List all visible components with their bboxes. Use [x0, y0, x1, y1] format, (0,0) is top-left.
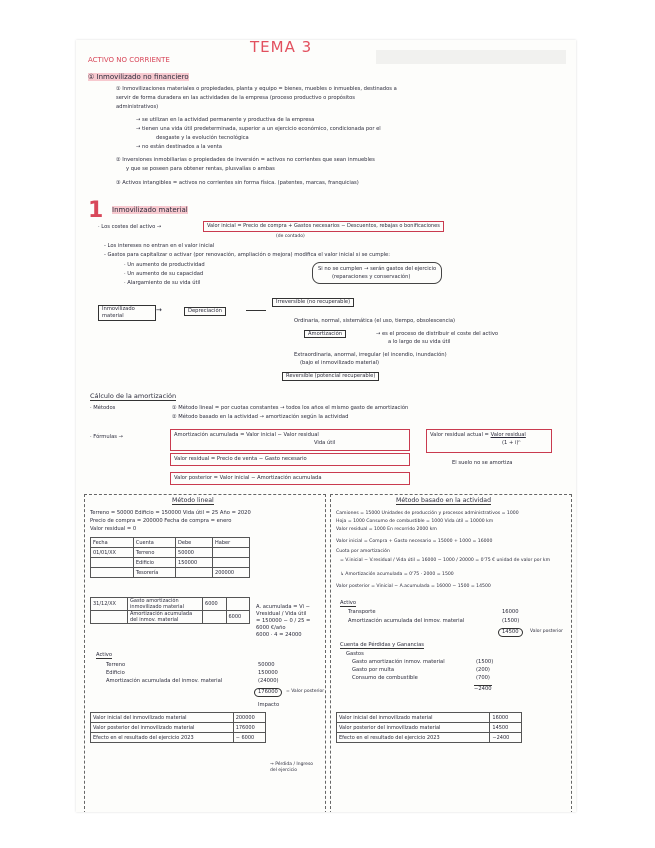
- left-activo-label: Activo: [96, 652, 113, 658]
- table-cell: 14500: [490, 723, 522, 733]
- left-total: 176000: [254, 688, 282, 697]
- diagram-extraordinaria: Extraordinaria, anormal, irregular (el incendio, inundación): [294, 352, 447, 358]
- formula-valor-residual-actual: Valor residual actual = Valor residual (1 + i)ⁿ: [426, 429, 552, 453]
- right-activo-label: Activo: [340, 600, 357, 606]
- intro-arrow-3: → no están destinados a la venta: [136, 144, 222, 150]
- formula-valor-posterior: Valor posterior = Valor inicial − Amortización acumulada: [170, 472, 410, 485]
- formula-valor-residual: Valor residual = Precio de venta − Gasto necesario: [170, 453, 410, 466]
- section-heading: ACTIVO NO CORRIENTE: [88, 56, 170, 64]
- page-title: TEMA 3: [250, 40, 313, 56]
- left-data-2: Precio de compra = 200000 Fecha de compra = enero: [90, 518, 232, 524]
- diagram-reversible: Reversible (potencial recuperable): [282, 372, 379, 381]
- diagram-ordinaria: Ordinaria, normal, sistemática (el uso, tiempo, obsolescencia): [294, 318, 456, 324]
- right-gasto-1-val: (1500): [476, 659, 494, 665]
- right-line-6: = V.inicial − V.residual / Vida útil = 16000 − 1000 / 20000 = 0'75 € unidad de valor por km: [340, 558, 551, 563]
- left-data-1: Terreno = 50000 Edificio = 150000 Vida útil = 25 Año = 2020: [90, 510, 251, 516]
- right-activo-1-val: 16000: [502, 609, 519, 615]
- subheading-inmovilizado: ① Inmovilizado no financiero: [88, 73, 189, 81]
- col-header: Cuenta: [133, 538, 175, 548]
- right-gastos-label: Gastos: [346, 651, 364, 657]
- table-cell: 200000: [233, 713, 265, 723]
- table-cell: 50000: [176, 548, 213, 558]
- right-gasto-3: Consumo de combustible: [352, 675, 418, 681]
- table-cell: [91, 558, 134, 568]
- right-line-7: ↳ Amortización acumulada = 0'75 · 2000 = 1500: [340, 572, 454, 577]
- arrow-icon: →: [156, 306, 162, 314]
- table-cell: [203, 611, 226, 624]
- table-cell: 6000: [226, 611, 250, 624]
- table-cell: Efecto en el resultado del ejercicio 2023: [337, 733, 490, 743]
- right-pyg-label: Cuenta de Pérdidas y Ganancias: [340, 642, 424, 648]
- left-total-note: = Valor posterior: [286, 689, 325, 694]
- table-cell: Valor posterior del inmovilizado material: [91, 723, 234, 733]
- suelo-note: El suelo no se amortiza: [452, 460, 513, 466]
- table-cell: 31/12/XX: [91, 598, 128, 611]
- table-cell: 150000: [176, 558, 213, 568]
- right-line-2: Hoja = 1000 Consumo de combustible = 1000 Vida útil = 10000 km: [336, 519, 494, 524]
- right-line-4: Valor inicial = Compra + Gasto necesario = 15000 + 1000 = 16000: [336, 539, 493, 544]
- connector-line: [246, 310, 266, 311]
- gastos-note-bubble: Si no se cumplen → serán gastos del ejercicio (reparaciones y conservación): [312, 262, 442, 284]
- calc-title: Cálculo de la amortización: [90, 392, 177, 400]
- table-cell: Amortización acumulada del inmov. material: [128, 611, 203, 624]
- table-cell: Valor inicial del inmovilizado material: [337, 713, 490, 723]
- left-activo-1-val: 50000: [258, 662, 275, 668]
- table-cell: Efecto en el resultado del ejercicio 2023: [91, 733, 234, 743]
- calc-formulas: · Fórmulas →: [90, 434, 123, 440]
- right-gasto-1: Gasto amortización inmov. material: [352, 659, 445, 665]
- col-header: Debe: [176, 538, 213, 548]
- method-2: ② Método basado en la actividad → amortización según la actividad: [172, 414, 349, 420]
- left-example-title: Método lineal: [172, 497, 214, 504]
- intro-item-3: ③ Activos intangibles = activos no corrientes sin forma física. (patentes, marcas, franquicias): [116, 180, 359, 186]
- table-cell: [213, 558, 250, 568]
- left-activo-1: Terreno: [106, 662, 126, 668]
- intro-item-2b: y que se poseen para obtener rentas, plusvalías o ambas: [126, 166, 275, 172]
- table-cell: [226, 598, 250, 611]
- table-cell: −2400: [490, 733, 522, 743]
- left-summary-note: → Pérdida / Ingreso del ejercicio: [270, 762, 314, 773]
- right-summary-table: [336, 712, 522, 743]
- right-activo-total: 14500: [498, 628, 523, 637]
- intro-item-1: ① Inmovilizaciones materiales o propiedades, planta y equipo = bienes, muebles o inmuebles, destinados a: [116, 86, 397, 92]
- section-1-title: Inmovilizado material: [112, 206, 188, 214]
- condition-3: · Alargamiento de su vida útil: [124, 280, 201, 286]
- right-gasto-2: Gasto por multa: [352, 667, 395, 673]
- intro-arrow-2b: desgaste y la evolución tecnológica: [156, 135, 249, 141]
- right-line-5: Cuota por amortización: [336, 549, 390, 554]
- table-cell: 200000: [213, 568, 250, 578]
- table-cell: [176, 568, 213, 578]
- bullet-intereses: - Los intereses no entran en el valor inicial: [104, 243, 215, 249]
- notes-page: [76, 40, 576, 812]
- left-activo-2: Edificio: [106, 670, 125, 676]
- left-impacto: Impacto: [258, 702, 280, 708]
- section-number: 1: [88, 198, 104, 223]
- table-cell: [213, 548, 250, 558]
- diagram-amortizacion-label: Amortización: [304, 331, 346, 338]
- journal-table-2: [90, 597, 250, 624]
- right-activo-1: Transporte: [348, 609, 376, 615]
- table-cell: Valor inicial del inmovilizado material: [91, 713, 234, 723]
- table-cell: Tesorería: [133, 568, 175, 578]
- table-cell: 176000: [233, 723, 265, 733]
- formula-amort-acumulada: Amortización acumulada = Valor inicial − Valor residual Vida útil: [170, 429, 410, 451]
- cost-label: · Los costes del activo →: [98, 224, 162, 230]
- col-header: Haber: [213, 538, 250, 548]
- right-activo-2: Amortización acumulada del inmov. material: [348, 618, 465, 624]
- intro-item-2: ② Inversiones inmobiliarias o propiedades de inversión = activos no corrientes que sean inmuebles: [116, 157, 375, 163]
- table-cell: Edificio: [133, 558, 175, 568]
- calc-metodos: · Métodos: [90, 405, 116, 411]
- diagram-extraordinaria-2: (bajo el inmovilizado material): [300, 360, 380, 366]
- right-line-1: Camiones = 15000 Unidades de producción y procesos administrativos = 1000: [336, 511, 519, 516]
- right-gasto-2-val: (200): [476, 667, 490, 673]
- table-cell: 01/01/XX: [91, 548, 134, 558]
- diagram-amort-desc2: a lo largo de su vida útil: [388, 339, 451, 345]
- intro-item-1c: administrativos): [116, 104, 159, 110]
- intro-arrow-2: → tienen una vida útil predeterminada, superior a un ejercicio económico, condicionada por el: [136, 126, 381, 132]
- diagram-depreciacion: Depreciación: [184, 307, 226, 316]
- table-cell: [91, 611, 128, 624]
- bleed-through: [376, 50, 566, 64]
- table-cell: [91, 568, 134, 578]
- right-gasto-3-val: (700): [476, 675, 490, 681]
- bullet-gastos-capitalizar: - Gastos para capitalizar o activar (por renovación, ampliación o mejora) modifica el valor inicial si se cumple:: [104, 252, 390, 258]
- right-activo-2-val: (1500): [502, 618, 520, 624]
- table-cell: Gasto amortización inmovilizado material: [128, 598, 203, 611]
- condition-2: · Un aumento de su capacidad: [124, 271, 204, 277]
- journal-table-1: [90, 537, 250, 578]
- left-data-3: Valor residual = 0: [90, 526, 137, 532]
- table-cell: 6000: [203, 598, 226, 611]
- left-calc: A. acumulada = Vi − Vresidual / Vida útil = 150000 − 0 / 25 = 6000 €/año 6000 · 4 = 24000: [256, 604, 311, 638]
- condition-1: · Un aumento de productividad: [124, 262, 205, 268]
- left-activo-3-val: (24000): [258, 678, 279, 684]
- table-cell: Terreno: [133, 548, 175, 558]
- table-cell: Valor posterior del inmovilizado material: [337, 723, 490, 733]
- table-cell: − 6000: [233, 733, 265, 743]
- left-activo-2-val: 150000: [258, 670, 278, 676]
- col-header: Fecha: [91, 538, 134, 548]
- right-line-3: Valor residual = 1000 En recorrido 2000 km: [336, 527, 437, 532]
- table-cell: 16000: [490, 713, 522, 723]
- diagram-amort-desc: → es el proceso de distribuir el coste del activo: [376, 331, 499, 337]
- cost-formula-box: Valor inicial = Precio de compra + Gastos necesarios − Descuentos, rebajas o bonificaciones: [203, 221, 444, 232]
- right-example-title: Método basado en la actividad: [396, 497, 491, 504]
- method-1: ① Método lineal = por cuotas constantes → todos los años el mismo gasto de amortización: [172, 405, 409, 411]
- right-gastos-total: −2400: [474, 686, 492, 692]
- right-line-8: Valor posterior = Vinicial − A.acumulada = 16000 − 1500 = 14500: [336, 584, 491, 589]
- left-summary-table: [90, 712, 266, 743]
- left-activo-3: Amortización acumulada del inmov. material: [106, 678, 223, 684]
- diagram-inmovilizado: Inmovilizado material: [98, 305, 156, 321]
- diagram-irreversible: Irreversible (no recuperable): [272, 298, 354, 307]
- intro-item-1b: servir de forma duradera en las actividades de la empresa (proceso productivo o propósitos: [116, 95, 356, 101]
- intro-arrow-1: → se utilizan en la actividad permanente y productiva de la empresa: [136, 117, 315, 123]
- cost-note: (de contado): [276, 234, 305, 239]
- right-activo-note: Valor posterior: [530, 629, 563, 634]
